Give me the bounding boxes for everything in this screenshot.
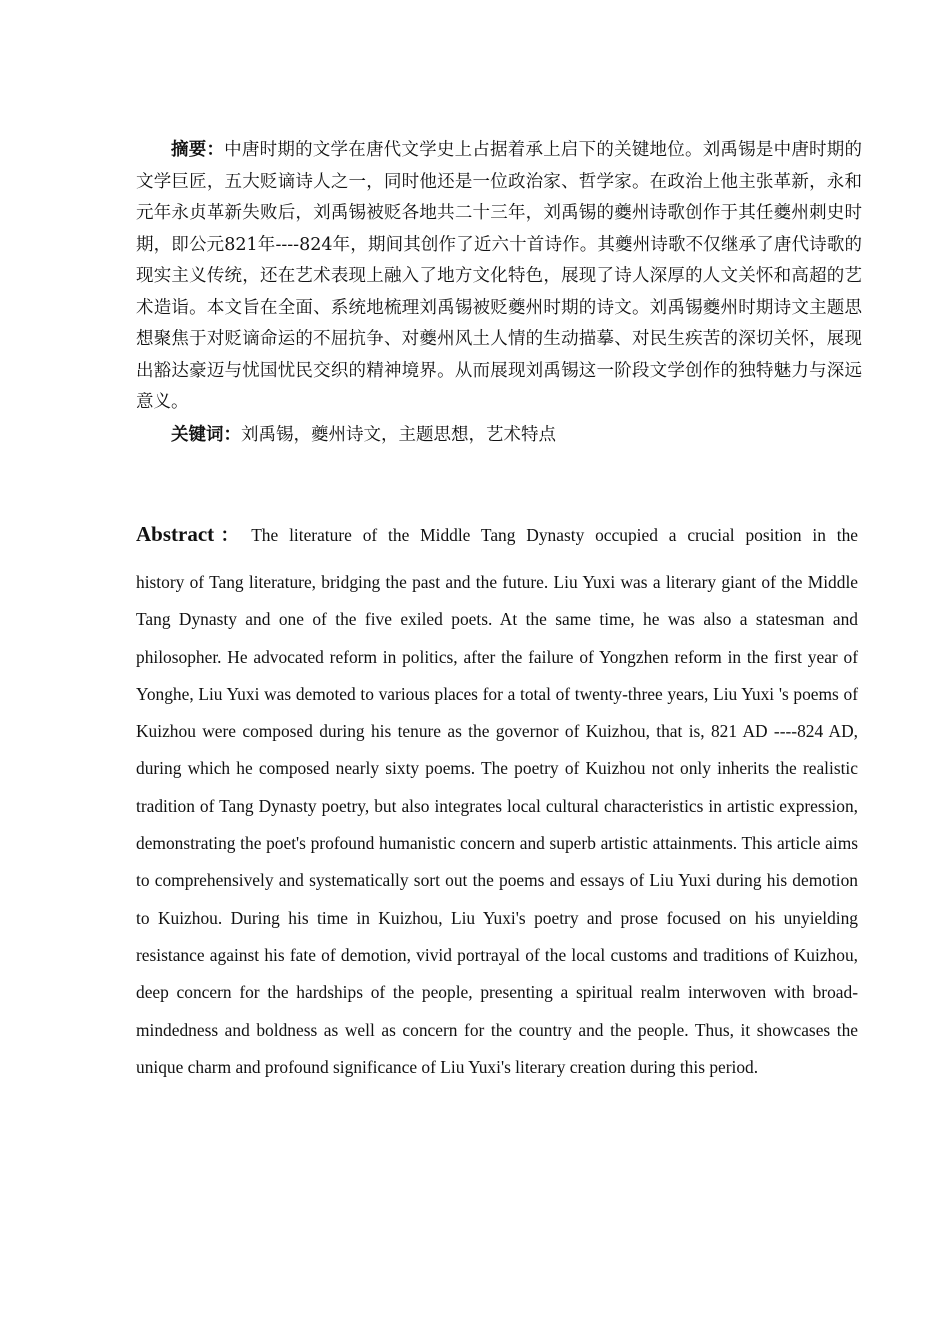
chinese-abstract-text: 中唐时期的文学在唐代文学史上占据着承上启下的关键地位。刘禹锡是中唐时期的文学巨匠，五大贬谪诗人之一，同时他还是一位政治家、哲学家。在政治上他主张革新，永和元年永贞革新失败后，刘禹锡被贬各地共二十三年，刘禹锡的夔州诗歌创作于其任夔州刺史时期，即公元821年----824年，期间其创作了近六十首诗作。其夔州诗歌不仅继承了唐代诗歌的现实主义传统，还在艺术表现上融入了地方文化特色，展现了诗人深厚的人文关怀和高超的艺术造诣。本文旨在全面、系统地梳理刘禹锡被贬夔州时期的诗文。刘禹锡夔州时期诗文主题思想聚焦于对贬谪命运的不屈抗争、对夔州风土人情的生动描摹、对民生疾苦的深切关怀，展现出豁达豪迈与忧国忧民交织的精神境界。从而展现刘禹锡这一阶段文学创作的独特魅力与深远意义。 [136,140,862,412]
english-abstract-text: history of Tang literature, bridging the past and the future. Liu Yuxi was a literary giant of the Middle Tang Dynasty and one of the five exiled poets. At the same time, he was also a statesman and philosopher. He advocated reform in politics, after the failure of Yongzhen reform in the first year of Yonghe, Liu Yuxi was demoted to various places for a total of twenty-three years, Liu Yuxi 's poems of Kuizhou were composed during his tenure as the governor of Kuizhou, that is, 821 AD ----824 AD, during which he composed nearly sixty poems. The poetry of Kuizhou not only inherits the realistic tradition of Tang Dynasty poetry, but also integrates local cultural characteristics in artistic expression, demonstrating the poet's profound humanistic concern and superb artistic attainments. This article aims to comprehensively and systematically sort out the poems and essays of Liu Yuxi during his demotion to Kuizhou. During his time in Kuizhou, Liu Yuxi's poetry and prose focused on his unyielding resistance against his fate of demotion, vivid portrayal of the local customs and traditions of Kuizhou, deep concern for the hardships of the people, presenting a spiritual realm interwoven with broad-mindedness and boldness as well as concern for the country and the people. Thus, it showcases the unique charm and profound significance of Liu Yuxi's literary creation during this period. [136,572,858,1077]
chinese-abstract-section [136,134,862,451]
chinese-keywords-label: 关键词： [171,423,241,444]
chinese-abstract-paragraph [136,134,862,419]
english-abstract-separator: ： [214,525,246,545]
english-abstract-label: Abstract [136,522,215,546]
english-abstract-first-line [136,516,858,553]
chinese-abstract-label: 摘要： [171,139,225,159]
chinese-keywords-text: 刘禹锡，夔州诗文，主题思想，艺术特点 [241,424,556,445]
english-abstract-first-line-text: The literature of the Middle Tang Dynasty occupied a crucial position in the [251,525,859,545]
english-abstract-section [136,516,858,1086]
chinese-keywords-paragraph [136,419,862,452]
